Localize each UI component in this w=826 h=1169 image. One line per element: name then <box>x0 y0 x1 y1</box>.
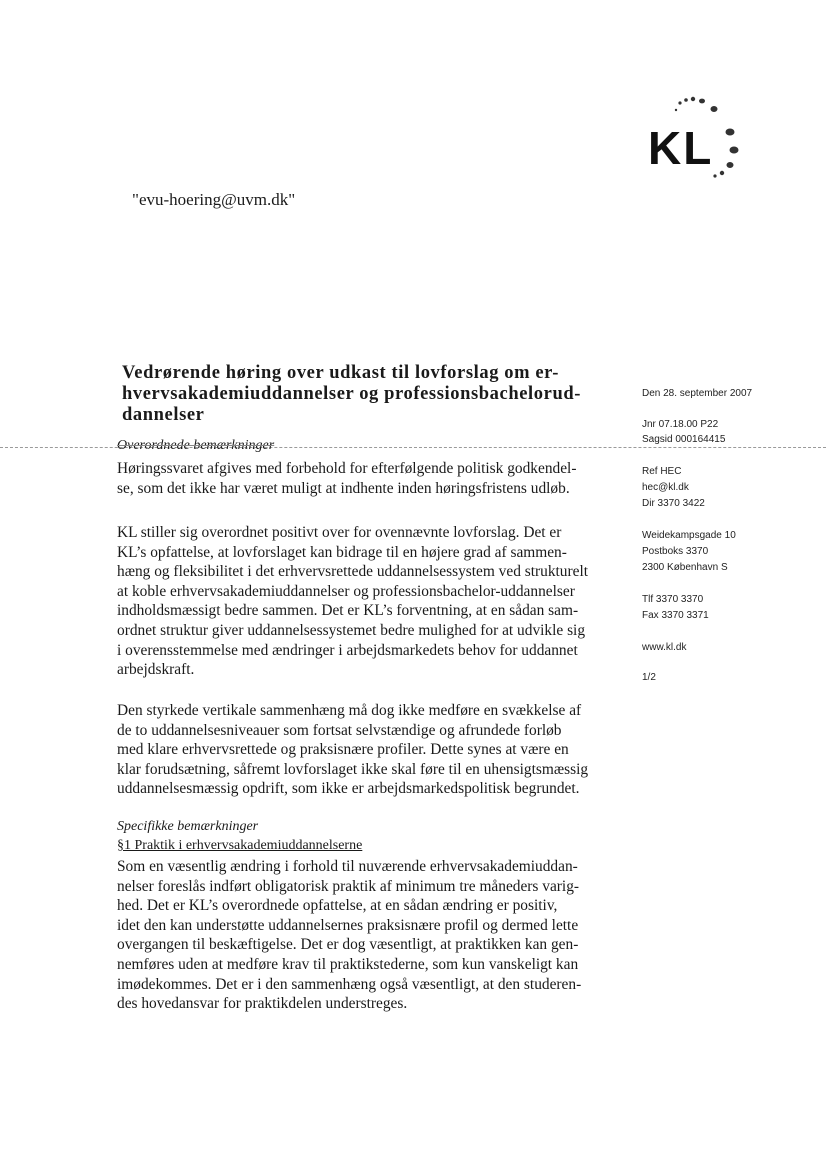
reference: Ref HEC <box>642 466 682 477</box>
text-line: Den styrkede vertikale sammenhæng må dog ikke medføre en svækkelse af <box>117 702 582 719</box>
recipient-email: "evu-hoering@uvm.dk" <box>132 190 296 209</box>
specific-remarks-heading: Specifikke bemærkninger <box>117 819 259 834</box>
logo-text: KL <box>648 122 714 174</box>
paragraph-overall-position <box>117 523 588 680</box>
journal-number: Jnr 07.18.00 P22 <box>642 419 719 430</box>
text-line: Som en væsentlig ændring i forhold til nuværende erhvervsakademiuddan- <box>117 858 578 875</box>
page-number: 1/2 <box>642 672 656 683</box>
direct-phone: Dir 3370 3422 <box>642 498 705 509</box>
text-line: imødekommes. Det er i den sammenhæng også væsentligt, at den studeren- <box>117 975 582 993</box>
paragraph-disclaimer <box>117 459 576 498</box>
general-remarks-heading <box>117 438 274 454</box>
text-line: hed. Det er KL’s overordnede opfattelse, at en sådan ændring er positiv, <box>117 897 558 915</box>
text-line: de to uddannelsesniveauer som fortsat selvstændige og afrundede forløb <box>117 721 562 739</box>
title-line: dannelser <box>122 405 205 425</box>
text-line: idet den kan understøtte uddannelsernes praksisnære profil og dermed lette <box>117 916 579 934</box>
text-line: klar forudsætning, såfremt lovforslaget ikke skal føre til en uhensigtsmæssig <box>117 760 589 778</box>
street-address: Weidekampsgade 10 <box>642 530 736 541</box>
text-line: at koble erhvervsakademiuddannelser og professionsbachelor-uddannelser <box>117 582 575 600</box>
text-line: overgangen til beskæftigelse. Det er dog væsentligt, at praktikken kan gen- <box>117 936 579 954</box>
text-line: arbejdskraft. <box>117 661 195 679</box>
title-line: Vedrørende høring over udkast til lovforslag om er- <box>122 363 560 383</box>
website: www.kl.dk <box>642 642 687 653</box>
text-line: des hovedansvar for praktikdelen understreges. <box>117 995 408 1013</box>
text-line: Høringssvaret afgives med forbehold for efterfølgende politisk godkendel- <box>117 460 577 477</box>
post-box: Postboks 3370 <box>642 546 709 557</box>
text-line: indholdsmæssigt bedre sammen. Det er KL’s forventning, at en sådan sam- <box>117 602 579 620</box>
case-id: Sagsid 000164415 <box>642 434 726 445</box>
title-line: hvervsakademiuddannelser og professionsbachelorud- <box>122 384 581 404</box>
text-line: hæng og fleksibilitet i det erhvervsrettede uddannelsessystem ved strukturelt <box>117 563 589 581</box>
section-1-subheading: §1 Praktik i erhvervsakademiuddannelserne <box>117 838 363 853</box>
text-line: KL stiller sig overordnet positivt over for ovennævnte lovforslag. Det er <box>117 524 562 541</box>
letter-date: Den 28. september 2007 <box>642 388 753 399</box>
general-remarks-heading-text: Overordnede bemærkninger <box>117 438 275 453</box>
text-line: ordnet struktur giver uddannelsessystemet bedre mulighed for at udvikle sig <box>117 621 586 639</box>
text-line: nemføres uden at medføre krav til praktikstederne, som kun vanskeligt kan <box>117 955 579 973</box>
letter-title <box>122 363 602 426</box>
text-line: KL’s opfattelse, at lovforslaget kan bidrage til en højere grad af sammen- <box>117 543 567 561</box>
text-line: se, som det ikke har været muligt at indhente inden høringsfristens udløb. <box>117 479 570 497</box>
text-line: med klare erhvervsrettede og praksisnære profiler. Dette synes at være en <box>117 741 569 759</box>
text-line: uddannelsesmæssig opdrift, som ikke er arbejdsmarkedspolitisk begrundet. <box>117 780 580 798</box>
text-line: i overensstemmelse med ændringer i arbejdsmarkedets behov for uddannet <box>117 641 578 659</box>
contact-email: hec@kl.dk <box>642 482 689 493</box>
phone-number: Tlf 3370 3370 <box>642 594 704 605</box>
text-line: nelser foreslås indført obligatorisk praktik af minimum tre måneders varig- <box>117 877 580 895</box>
postal-city: 2300 København S <box>642 562 728 573</box>
paragraph-internship <box>117 857 581 1014</box>
fax-number: Fax 3370 3371 <box>642 610 709 621</box>
paragraph-vertical-coherence <box>117 701 588 799</box>
kl-logo <box>640 95 760 185</box>
